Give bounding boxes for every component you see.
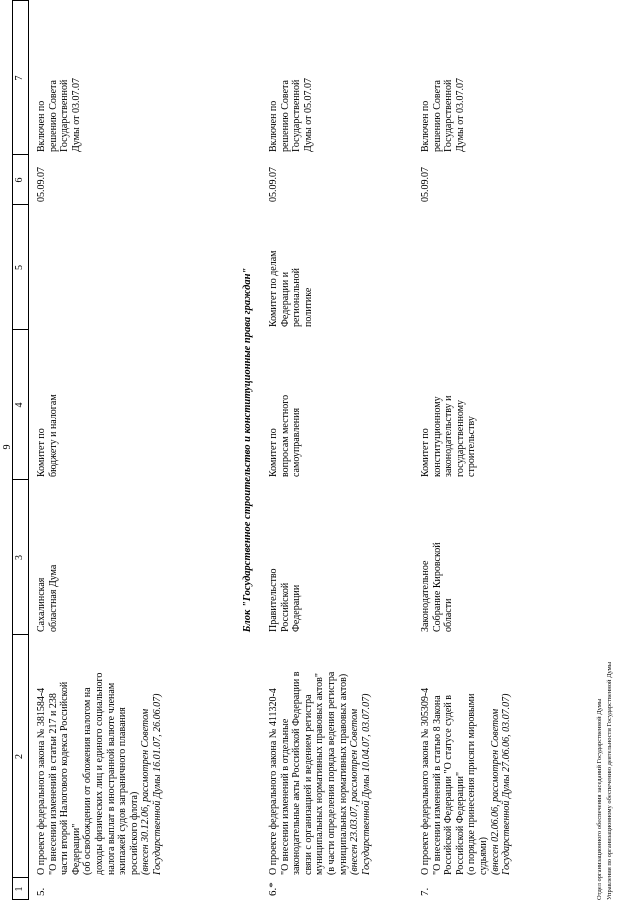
footer-line: Управления по организационному обеспечению деятельности Государственной Думы bbox=[606, 661, 613, 900]
consideration-date: 05.09.07 bbox=[268, 167, 279, 202]
column-header-1: 1 bbox=[14, 886, 25, 892]
column-header-7: 7 bbox=[14, 75, 25, 81]
note: Включен по решению Совета Государственной Думы от 03.07.07 bbox=[420, 78, 466, 152]
consideration-date: 05.09.07 bbox=[36, 167, 47, 202]
section-block-title: Блок "Государственное строительство и конституционные права граждан" bbox=[242, 267, 253, 633]
column-header-3: 3 bbox=[14, 555, 25, 560]
consideration-date: 05.09.07 bbox=[420, 167, 431, 202]
co-executor-committee: Комитет по делам Федерации и региональной политике bbox=[268, 250, 314, 327]
column-header-5: 5 bbox=[14, 265, 25, 270]
responsible-committee: Комитет по конституционному законодательству и государственному строительству bbox=[420, 395, 478, 477]
column-header-2: 2 bbox=[14, 754, 25, 759]
column-header-6: 6 bbox=[14, 177, 25, 183]
row-number: 7. bbox=[419, 887, 431, 896]
initiator: Законодательное Собрание Кировской области bbox=[420, 542, 455, 632]
row-number: 6.* bbox=[267, 882, 279, 896]
note: Включен по решению Совета Государственной Думы от 05.07.07 bbox=[268, 78, 314, 152]
header-bottom-rule bbox=[28, 0, 29, 900]
bill-description: О проекте федерального закона № 305309-4 "О внесении изменений в статью 8 Закона Российской Федерации "О статусе судей в Российской Федерации" (о порядке принесения присяги мировыми судьями) (внесен 02.06.06, рассмотрен Советом Государственной Думы 27.06.06, 03.07.07) bbox=[420, 687, 513, 875]
row-number: 5. bbox=[35, 887, 47, 896]
footer-line: Отдел организационного обеспечения заседаний Государственной Думы bbox=[596, 698, 603, 900]
column-header-4: 4 bbox=[14, 402, 25, 408]
initiator: Сахалинская областная Дума bbox=[36, 564, 59, 632]
bill-description: О проекте федерального закона № 381584-4 "О внесении изменений в статьи 217 и 238 части второй Налогового кодекса Российской Федерации" (об освобождении от обложения налогом на доходы физических лиц и единого социального налога выплат в иностранной валюте членам экипажей судов заграничного плавания российского флота) (внесен 30.12.06, рассмотрен Советом Государственной Думы 16.01.07, 26.06.07) bbox=[36, 672, 163, 875]
note: Включен по решению Совета Государственной Думы от 03.07.07 bbox=[36, 78, 82, 152]
responsible-committee: Комитет по бюджету и налогам bbox=[36, 394, 59, 477]
page-number: 9 bbox=[2, 444, 13, 450]
initiator: Правительство Российской Федерации bbox=[268, 568, 303, 632]
responsible-committee: Комитет по вопросам местного самоуправления bbox=[268, 394, 303, 477]
bill-description: О проекте федерального закона № 411320-4 "О внесении изменений в отдельные законодательные акты Российской Федерации в связи с организацией и ведением регистра муниципальных нормативных правовых актов" (в части определения порядка ведения регистра муниципальных нормативных правовых актов) (внесен 23.03.07, рассмотрен Советом Государственной Думы 10.04.07, 03.07.07) bbox=[268, 671, 372, 875]
